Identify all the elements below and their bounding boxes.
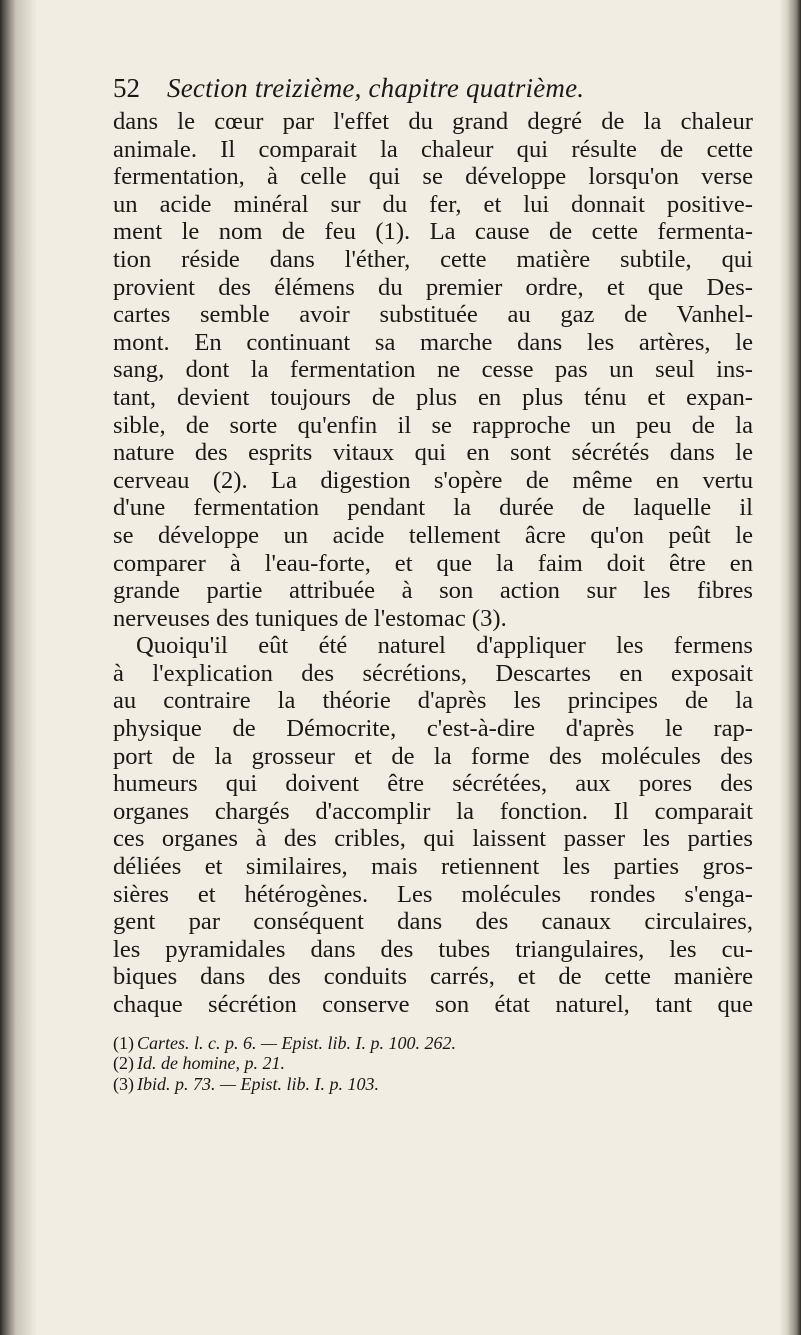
text-line: un acide minéral sur du fer, et lui donnait positive- [113, 190, 753, 218]
text-line: provient des élémens du premier ordre, et que Des- [113, 273, 753, 301]
text-line: ces organes à des cribles, qui laissent passer les parties [113, 825, 753, 853]
text-line: sang, dont la fermentation ne cesse pas un seul ins- [113, 356, 753, 384]
book-page [113, 70, 753, 1094]
running-head [113, 70, 753, 108]
text-line: cerveau (2). La digestion s'opère de même en vertu [113, 466, 753, 494]
text-line: déliées et similaires, mais retiennent les parties gros- [113, 853, 753, 881]
text-line: physique de Démocrite, c'est-à-dire d'après le rap- [113, 715, 753, 743]
text-line: ment le nom de feu (1). La cause de cette fermenta- [113, 218, 753, 246]
text-line: nerveuses des tuniques de l'estomac (3). [113, 604, 507, 632]
text-line: Quoiqu'il eût été naturel d'appliquer les fermens [136, 632, 753, 660]
text-line: biques dans des conduits carrés, et de cette manière [113, 963, 753, 991]
page-number: 52 [113, 73, 140, 103]
text-line: se développe un acide tellement âcre qu'on peût le [113, 521, 753, 549]
text-line: sible, de sorte qu'enfin il se rapproche un peu de la [113, 411, 753, 439]
text-line: fermentation, à celle qui se développe lorsqu'on verse [113, 163, 753, 191]
text-line: d'une fermentation pendant la durée de laquelle il [113, 494, 753, 522]
footnote [113, 1053, 753, 1074]
footnote-number: (1) [113, 1032, 134, 1053]
footnote-number: (2) [113, 1053, 134, 1074]
text-line: animale. Il comparait la chaleur qui résulte de cette [113, 135, 753, 163]
footnote [113, 1074, 753, 1095]
footnote-text: Cartes. l. c. p. 6. — Epist. lib. I. p. 100. 262. [137, 1032, 456, 1053]
text-line: gent par conséquent dans des canaux circulaires, [113, 908, 753, 936]
text-line: dans le cœur par l'effet du grand degré de la chaleur [113, 108, 753, 135]
text-line: mont. En continuant sa marche dans les artères, le [113, 328, 753, 356]
page-gutter-left [0, 0, 36, 1335]
text-line: comparer à l'eau-forte, et que la faim doit être en [113, 549, 753, 577]
text-line: chaque sécrétion conserve son état naturel, tant que [113, 991, 753, 1018]
text-line: sières et hétérogènes. Les molécules rondes s'enga- [113, 880, 753, 908]
page-edge-right [779, 0, 801, 1335]
footnote [113, 1033, 753, 1054]
text-line: humeurs qui doivent être sécrétées, aux pores des [113, 770, 753, 798]
text-line: à l'explication des sécrétions, Descartes en exposait [113, 659, 753, 687]
paragraph [113, 108, 753, 632]
text-line: au contraire la théorie d'après les principes de la [113, 687, 753, 715]
footnotes [113, 1033, 753, 1095]
paragraph [113, 632, 753, 1018]
text-line: port de la grosseur et de la forme des molécules des [113, 742, 753, 770]
text-line: organes chargés d'accomplir la fonction. Il comparait [113, 797, 753, 825]
text-line: tant, devient toujours de plus en plus ténu et expan- [113, 383, 753, 411]
text-line: cartes semble avoir substituée au gaz de Vanhel- [113, 301, 753, 329]
text-line: grande partie attribuée à son action sur les fibres [113, 577, 753, 605]
running-head-title: Section treizième, chapitre quatrième. [167, 73, 585, 103]
footnote-text: Ibid. p. 73. — Epist. lib. I. p. 103. [137, 1073, 379, 1094]
body-text [113, 108, 753, 1019]
text-line: tion réside dans l'éther, cette matière subtile, qui [113, 245, 753, 273]
footnote-number: (3) [113, 1073, 134, 1094]
footnote-text: Id. de homine, p. 21. [137, 1053, 285, 1074]
text-line: nature des esprits vitaux qui en sont sécrétés dans le [113, 439, 753, 467]
text-line: les pyramidales dans des tubes triangulaires, les cu- [113, 935, 753, 963]
